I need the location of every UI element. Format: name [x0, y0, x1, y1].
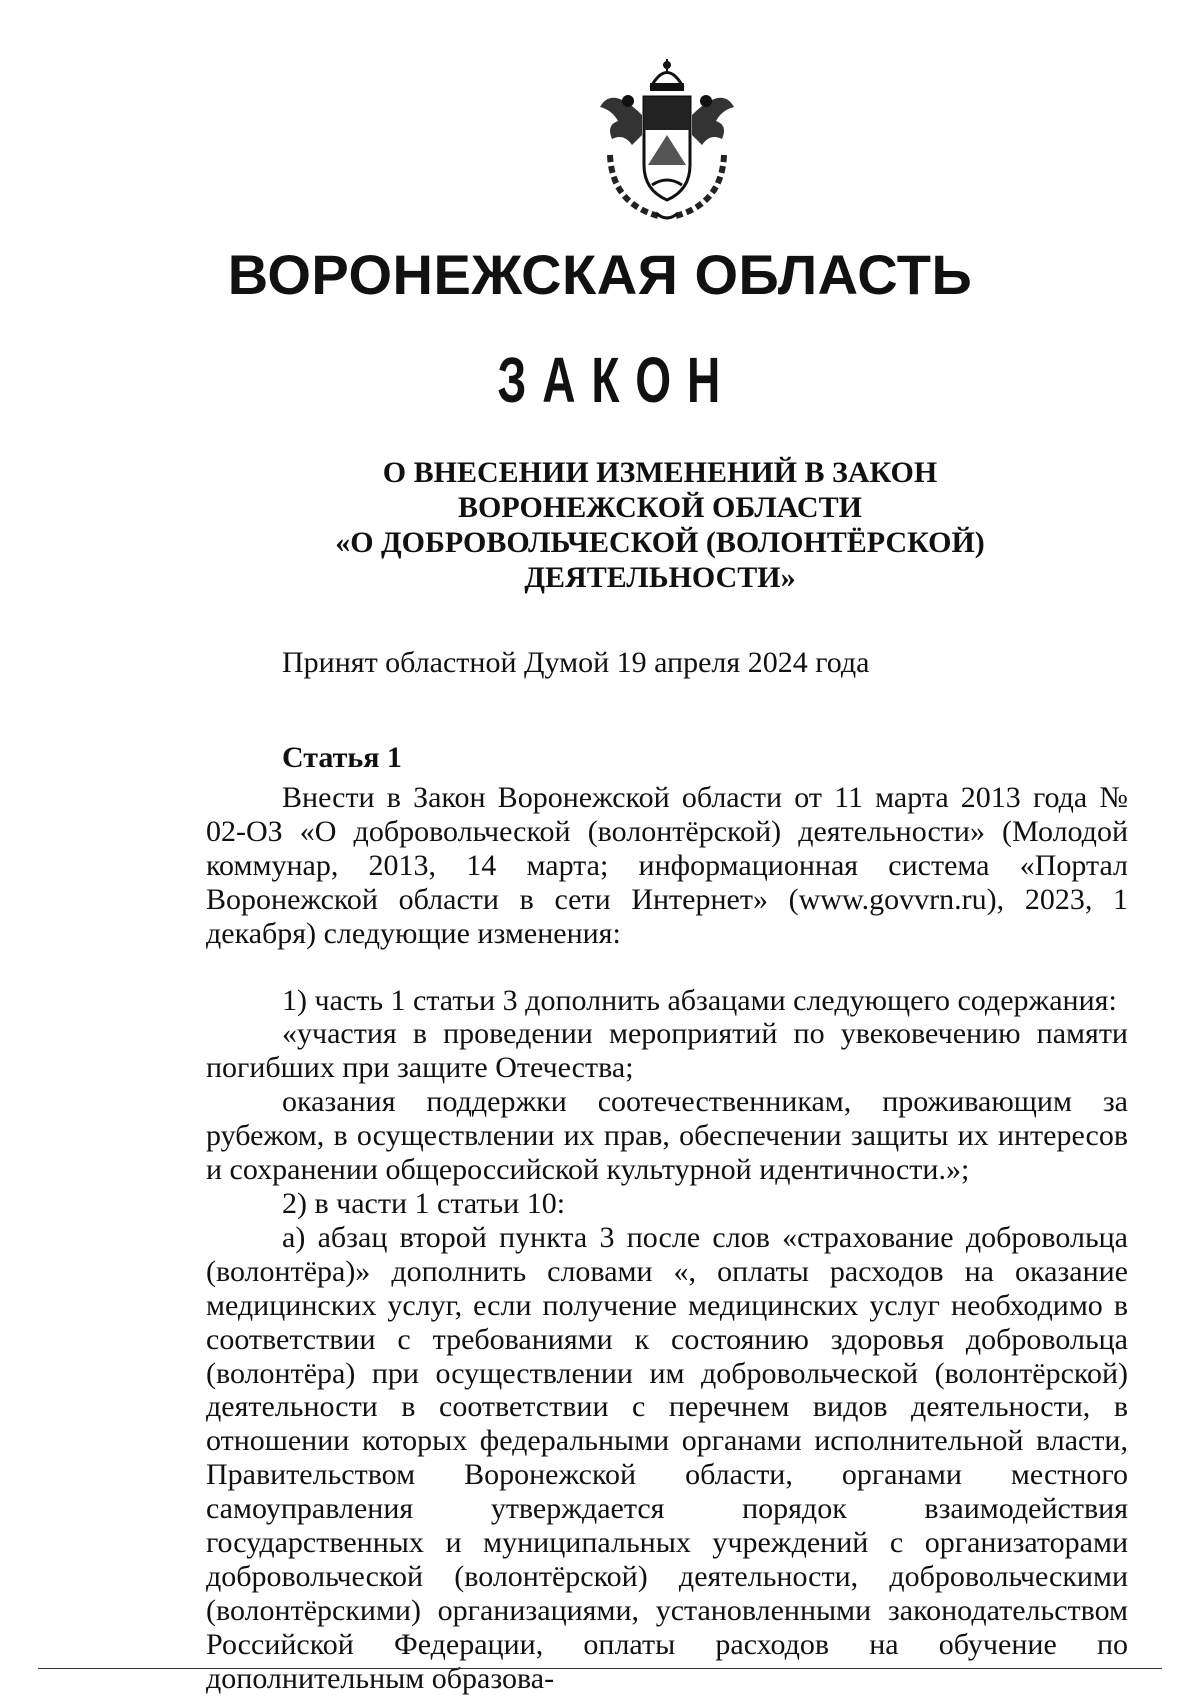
paragraph: 1) часть 1 статьи 3 дополнить абзацами следующего содержания: [282, 983, 1117, 1017]
paragraph: 2) в части 1 статьи 10: [282, 1186, 566, 1220]
law-title-line: «О ДОБРОВОЛЬЧЕСКОЙ (ВОЛОНТЁРСКОЙ) [335, 526, 985, 559]
law-title-line: ДЕЯТЕЛЬНОСТИ» [524, 561, 796, 594]
document-type-heading: ЗАКОН [497, 344, 737, 416]
article-body [206, 781, 1128, 1696]
law-title-line: ВОРОНЕЖСКОЙ ОБЛАСТИ [458, 491, 862, 524]
article-heading: Статья 1 [282, 741, 402, 774]
paragraph: «участия в проведении мероприятий по увековечению памяти погибших при защите Отечества; [206, 1017, 1128, 1085]
law-title-line: О ВНЕСЕНИИ ИЗМЕНЕНИЙ В ЗАКОН [382, 456, 938, 489]
paragraph: а) абзац второй пункта 3 после слов «страхование добровольца (волонтёра)» дополнить словами «, оплаты расходов на оказание медицинских услуг, если получение медицинских услуг необходимо в соответствии с требованиями к состоянию здоровья добровольца (волонтёра) при осуществлении им добровольческой (волонтёрской) деятельности в соответствии с перечнем видов деятельности, в отношении которых федеральными органами исполнительной власти, Правительством Воронежской области, органами местного самоуправления утверждается порядок взаимодействия государственных и муниципальных учреждений с организаторами добровольческой (волонтёрской) деятельности, добровольческими (волонтёрскими) организациями, установленными законодательством Российской Федерации, оплаты расходов на обучение по дополнительным образова- [206, 1220, 1128, 1695]
adoption-note: Принят областной Думой 19 апреля 2024 года [282, 646, 870, 679]
bottom-divider [38, 1668, 1162, 1669]
paragraph: оказания поддержки соотечественникам, проживающим за рубежом, в осуществлении их прав, обеспечении защиты их интересов и сохранении общероссийской культурной идентичности.»; [206, 1085, 1128, 1187]
law-title [300, 455, 1020, 595]
region-heading: ВОРОНЕЖСКАЯ ОБЛАСТЬ [227, 243, 973, 306]
paragraph: Внести в Закон Воронежской области от 11 марта 2013 года № 02-ОЗ «О добровольческой (волонтёрской) деятельности» (Молодой коммунар, 2013, 14 марта; информационная система «Портал Воронежской области в сети Интернет» (www.govvrn.ru), 2023, 1 декабря) следующие изменения: [206, 781, 1128, 950]
coat-of-arms-icon [582, 55, 752, 225]
